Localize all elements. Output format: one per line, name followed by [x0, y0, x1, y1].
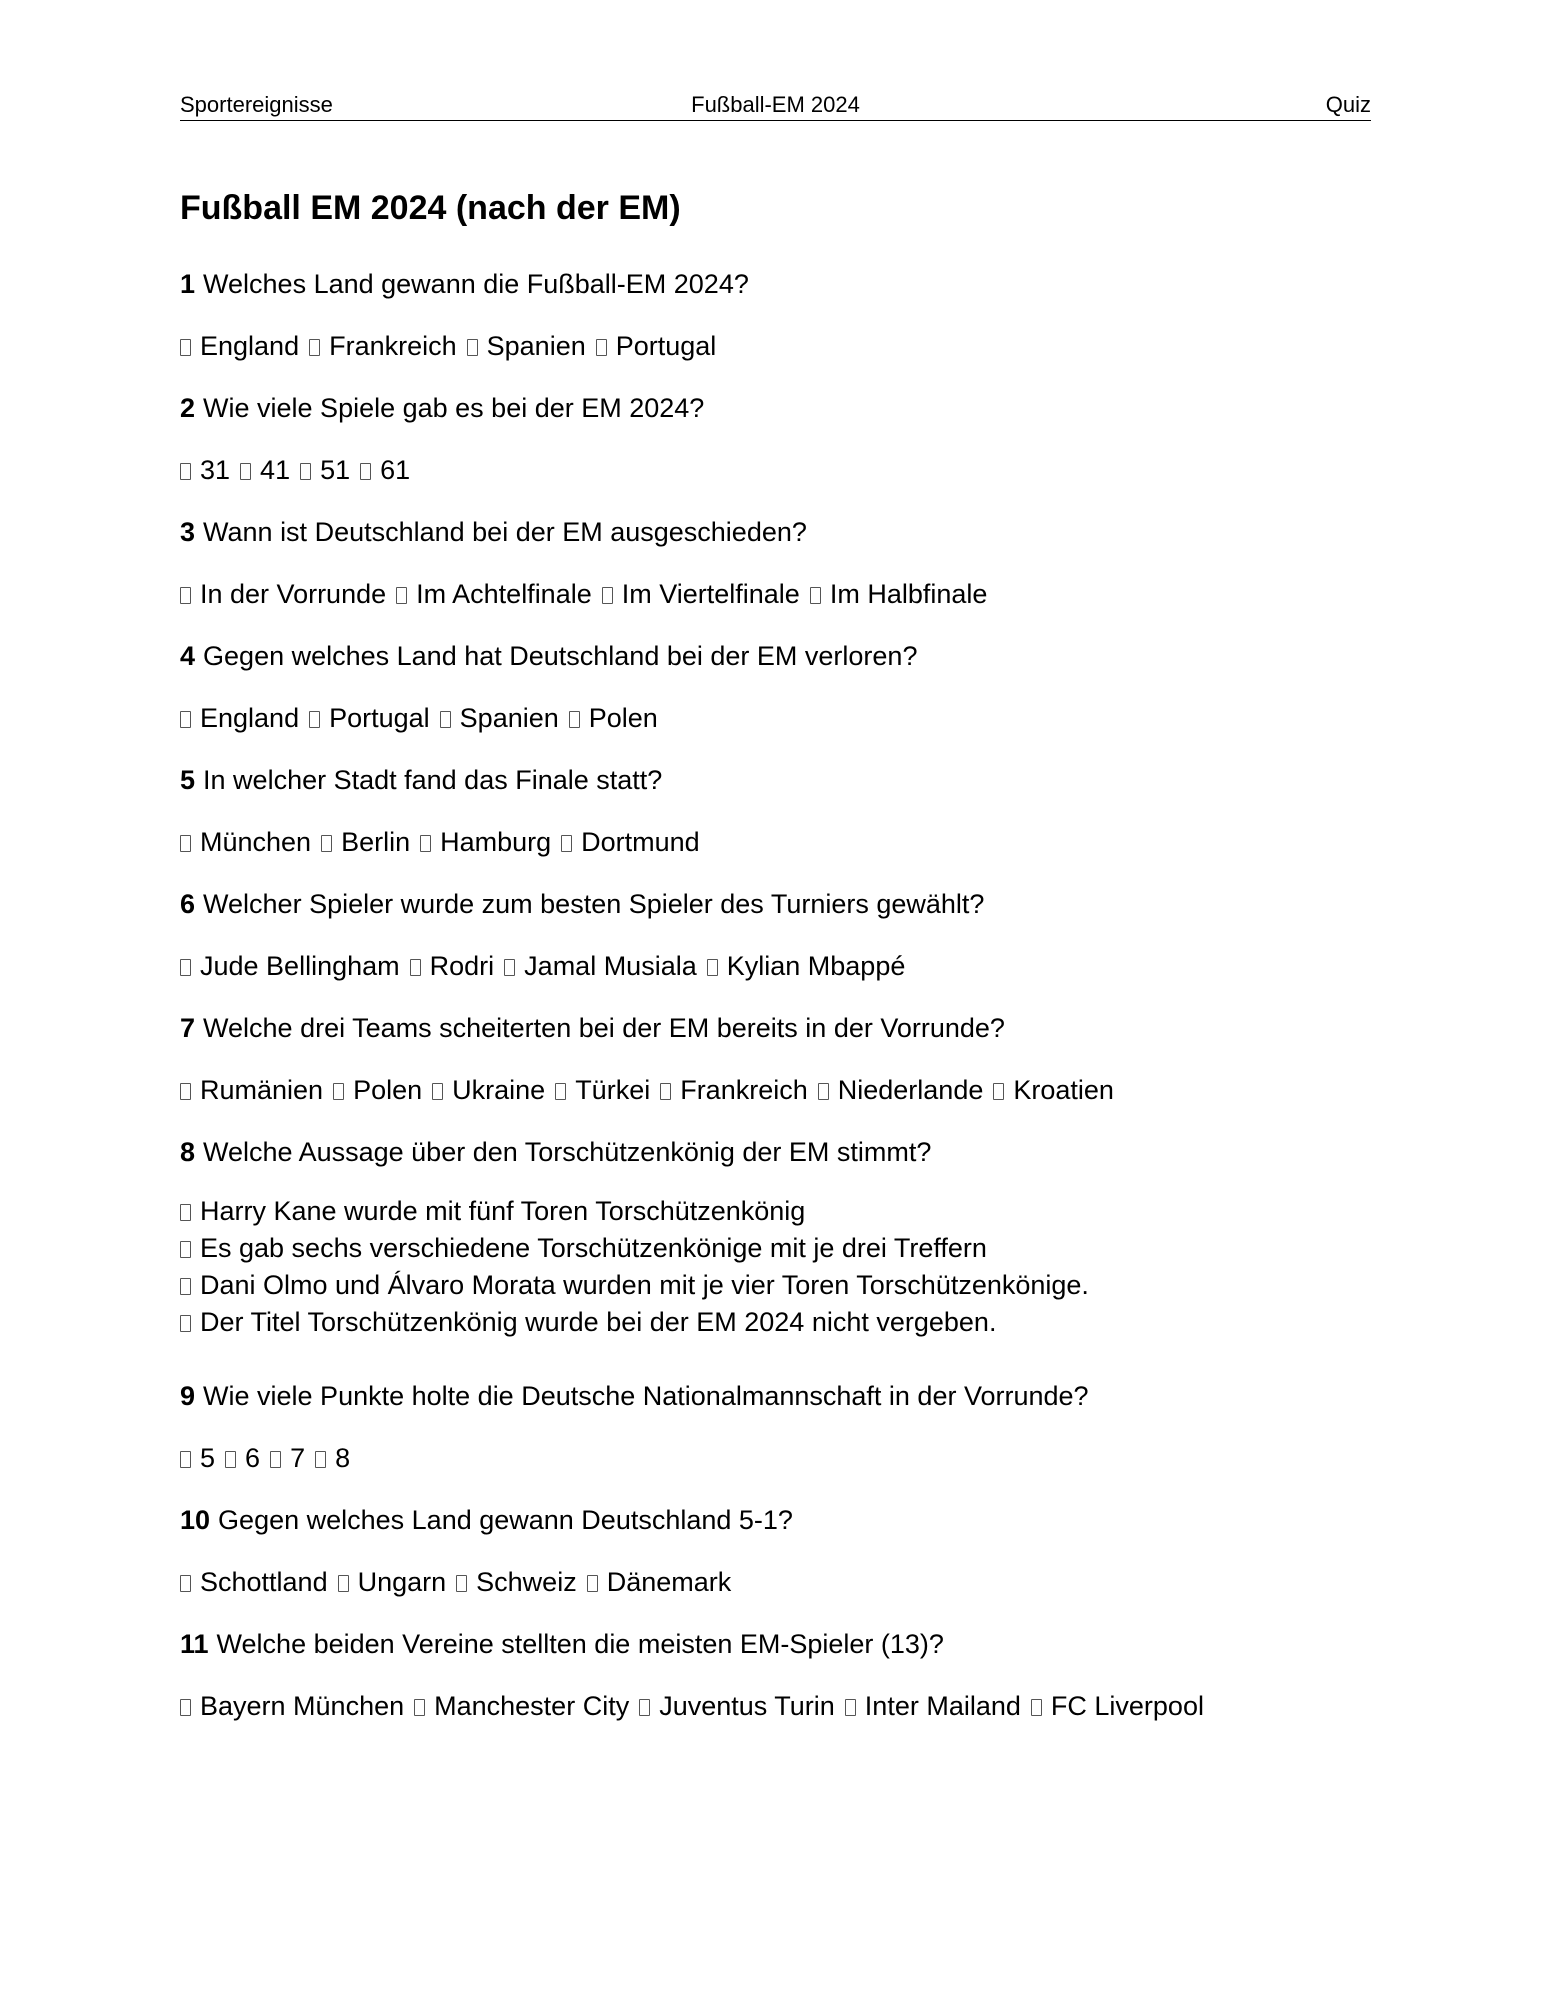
question-3	[180, 511, 1371, 553]
answer-option-label: Kylian Mbappé	[726, 951, 906, 981]
answer-options-4	[180, 697, 1371, 739]
answer-option-label: Rodri	[429, 951, 495, 981]
answer-options-8	[180, 1193, 1371, 1341]
answer-option-label: Niederlande	[837, 1075, 984, 1105]
answer-option-label: FC Liverpool	[1050, 1691, 1204, 1721]
answer-option-label: 41	[260, 455, 291, 485]
answer-option[interactable]	[309, 697, 430, 739]
answer-option-label: Im Achtelfinale	[416, 579, 592, 609]
question-text: Wann ist Deutschland bei der EM ausgeschieden?	[203, 517, 807, 547]
answer-option[interactable]	[315, 1437, 350, 1479]
checkbox-icon[interactable]	[410, 959, 421, 976]
answer-option-label: Frankreich	[329, 331, 457, 361]
checkbox-icon[interactable]	[432, 1083, 443, 1100]
answer-option-label: 7	[290, 1443, 306, 1473]
question-text: Gegen welches Land gewann Deutschland 5-1?	[218, 1505, 793, 1535]
answer-option-label: Ungarn	[357, 1567, 447, 1597]
answer-option-label: Polen	[588, 703, 658, 733]
question-7	[180, 1007, 1371, 1049]
answer-option[interactable]	[587, 1561, 732, 1603]
header-right-text: Quiz	[1325, 92, 1371, 117]
checkbox-icon[interactable]	[180, 1241, 191, 1258]
answer-options-5	[180, 821, 1371, 863]
answer-option[interactable]	[321, 821, 410, 863]
answer-option[interactable]	[993, 1069, 1114, 1111]
answer-option-label: Ukraine	[452, 1075, 546, 1105]
checkbox-icon[interactable]	[360, 463, 371, 480]
checkbox-icon[interactable]	[180, 587, 191, 604]
answer-options-9	[180, 1437, 1371, 1479]
answer-option[interactable]	[180, 1685, 404, 1727]
checkbox-icon[interactable]	[420, 835, 431, 852]
answer-option[interactable]	[414, 1685, 629, 1727]
answer-option[interactable]	[504, 945, 697, 987]
answer-options-1	[180, 325, 1371, 367]
question-text: Welche beiden Vereine stellten die meisten EM-Spieler (13)?	[216, 1629, 944, 1659]
checkbox-icon[interactable]	[333, 1083, 344, 1100]
answer-option-label: Juventus Turin	[659, 1691, 835, 1721]
answer-option[interactable]	[180, 1069, 323, 1111]
answer-option[interactable]	[596, 325, 717, 367]
answer-option-label: Inter Mailand	[864, 1691, 1021, 1721]
checkbox-icon[interactable]	[639, 1699, 650, 1716]
question-text: Wie viele Spiele gab es bei der EM 2024?	[203, 393, 705, 423]
checkbox-icon[interactable]	[309, 711, 320, 728]
answer-option-label: 8	[335, 1443, 351, 1473]
answer-option[interactable]	[180, 697, 299, 739]
question-number: 9	[180, 1381, 196, 1411]
answer-option-label: Spanien	[486, 331, 586, 361]
answer-option[interactable]	[432, 1069, 545, 1111]
answer-option[interactable]	[338, 1561, 447, 1603]
answer-option-label: Harry Kane wurde mit fünf Toren Torschützenkönig	[200, 1196, 806, 1226]
answer-option[interactable]	[569, 697, 658, 739]
checkbox-icon[interactable]	[1031, 1699, 1042, 1716]
answer-option-label: In der Vorrunde	[200, 579, 387, 609]
answer-option[interactable]	[333, 1069, 422, 1111]
checkbox-icon[interactable]	[338, 1575, 349, 1592]
answer-options-3	[180, 573, 1371, 615]
checkbox-icon[interactable]	[270, 1451, 281, 1468]
question-2	[180, 387, 1371, 429]
question-text: Welche drei Teams scheiterten bei der EM bereits in der Vorrunde?	[203, 1013, 1005, 1043]
answer-option-label: Dortmund	[581, 827, 700, 857]
answer-options-2	[180, 449, 1371, 491]
checkbox-icon[interactable]	[396, 587, 407, 604]
answer-options-10	[180, 1561, 1371, 1603]
question-5	[180, 759, 1371, 801]
answer-option[interactable]	[1031, 1685, 1204, 1727]
question-text: Welches Land gewann die Fußball-EM 2024?	[203, 269, 749, 299]
checkbox-icon[interactable]	[180, 1315, 191, 1332]
checkbox-icon[interactable]	[315, 1451, 326, 1468]
question-number: 10	[180, 1505, 211, 1535]
answer-option[interactable]	[180, 449, 230, 491]
question-number: 4	[180, 641, 196, 671]
answer-option-label: Portugal	[329, 703, 430, 733]
header-center-text: Fußball-EM 2024	[691, 92, 860, 117]
checkbox-icon[interactable]	[180, 1278, 191, 1295]
checkbox-icon[interactable]	[180, 463, 191, 480]
question-text: Welche Aussage über den Torschützenkönig der EM stimmt?	[203, 1137, 932, 1167]
checkbox-icon[interactable]	[240, 463, 251, 480]
question-number: 1	[180, 269, 196, 299]
answer-option[interactable]	[180, 821, 311, 863]
answer-option[interactable]	[180, 1230, 1361, 1267]
answer-option-label: 6	[245, 1443, 261, 1473]
answer-option-label: 31	[200, 455, 231, 485]
answer-option-label: Berlin	[341, 827, 411, 857]
answer-option-label: Frankreich	[680, 1075, 808, 1105]
question-number: 8	[180, 1137, 196, 1167]
answer-options-11	[180, 1685, 1371, 1727]
checkbox-icon[interactable]	[993, 1083, 1004, 1100]
answer-option[interactable]	[561, 821, 700, 863]
answer-option-label: Polen	[353, 1075, 423, 1105]
answer-option[interactable]	[180, 1193, 1361, 1230]
checkbox-icon[interactable]	[561, 835, 572, 852]
question-9	[180, 1375, 1371, 1417]
answer-option-label: Jamal Musiala	[524, 951, 697, 981]
answer-options-7	[180, 1069, 1371, 1111]
answer-option-label: Dani Olmo und Álvaro Morata wurden mit je vier Toren Torschützenkönige.	[200, 1270, 1089, 1300]
answer-option[interactable]	[456, 1561, 577, 1603]
checkbox-icon[interactable]	[180, 1575, 191, 1592]
answer-option[interactable]	[180, 573, 386, 615]
answer-option-label: England	[200, 703, 300, 733]
answer-option-label: Türkei	[575, 1075, 651, 1105]
question-8	[180, 1131, 1371, 1173]
answer-option[interactable]	[845, 1685, 1021, 1727]
answer-option[interactable]	[555, 1069, 650, 1111]
answer-option-label: 61	[380, 455, 411, 485]
checkbox-icon[interactable]	[180, 339, 191, 356]
checkbox-icon[interactable]	[845, 1699, 856, 1716]
quiz-title: Fußball EM 2024 (nach der EM)	[180, 189, 681, 227]
checkbox-icon[interactable]	[818, 1083, 829, 1100]
answer-option[interactable]	[639, 1685, 835, 1727]
question-11	[180, 1623, 1371, 1665]
answer-option-label: Manchester City	[434, 1691, 630, 1721]
answer-option-label: Hamburg	[440, 827, 552, 857]
question-10	[180, 1499, 1371, 1541]
question-text: Wie viele Punkte holte die Deutsche Nationalmannschaft in der Vorrunde?	[203, 1381, 1089, 1411]
question-number: 5	[180, 765, 196, 795]
answer-option-label: Es gab sechs verschiedene Torschützenkönige mit je drei Treffern	[200, 1233, 987, 1263]
answer-option-label: Der Titel Torschützenkönig wurde bei der EM 2024 nicht vergeben.	[200, 1307, 997, 1337]
checkbox-icon[interactable]	[440, 711, 451, 728]
answer-option-label: Bayern München	[200, 1691, 405, 1721]
answer-option[interactable]	[818, 1069, 984, 1111]
checkbox-icon[interactable]	[810, 587, 821, 604]
answer-option-label: Schottland	[200, 1567, 328, 1597]
checkbox-icon[interactable]	[467, 339, 478, 356]
answer-option-label: Im Halbfinale	[829, 579, 988, 609]
answer-option[interactable]	[180, 325, 299, 367]
answer-option-label: Spanien	[459, 703, 559, 733]
checkbox-icon[interactable]	[660, 1083, 671, 1100]
question-number: 2	[180, 393, 196, 423]
answer-option-label: 5	[200, 1443, 216, 1473]
checkbox-icon[interactable]	[596, 339, 607, 356]
question-list	[180, 263, 1371, 1727]
checkbox-icon[interactable]	[180, 835, 191, 852]
answer-option-label: England	[200, 331, 300, 361]
answer-option[interactable]	[360, 449, 410, 491]
answer-option[interactable]	[707, 945, 906, 987]
checkbox-icon[interactable]	[180, 959, 191, 976]
answer-option[interactable]	[309, 325, 457, 367]
answer-option-label: Jude Bellingham	[200, 951, 400, 981]
answer-option[interactable]	[180, 1561, 328, 1603]
checkbox-icon[interactable]	[707, 959, 718, 976]
checkbox-icon[interactable]	[300, 463, 311, 480]
checkbox-icon[interactable]	[180, 1083, 191, 1100]
question-text: Gegen welches Land hat Deutschland bei der EM verloren?	[203, 641, 918, 671]
checkbox-icon[interactable]	[504, 959, 515, 976]
answer-option[interactable]	[180, 1267, 1361, 1304]
answer-option[interactable]	[810, 573, 988, 615]
answer-option[interactable]	[240, 449, 290, 491]
checkbox-icon[interactable]	[180, 711, 191, 728]
question-text: Welcher Spieler wurde zum besten Spieler des Turniers gewählt?	[203, 889, 985, 919]
answer-option-label: Schweiz	[476, 1567, 577, 1597]
page-header	[180, 90, 1371, 121]
quiz-content	[180, 183, 1371, 1747]
answer-option[interactable]	[410, 945, 495, 987]
header-left-text: Sportereignisse	[180, 92, 333, 117]
question-text: In welcher Stadt fand das Finale statt?	[203, 765, 663, 795]
answer-option[interactable]	[420, 821, 551, 863]
answer-option[interactable]	[602, 573, 800, 615]
answer-option-label: Im Viertelfinale	[621, 579, 800, 609]
answer-option[interactable]	[180, 1437, 215, 1479]
answer-option[interactable]	[180, 1304, 1361, 1341]
checkbox-icon[interactable]	[309, 339, 320, 356]
checkbox-icon[interactable]	[555, 1083, 566, 1100]
answer-option[interactable]	[225, 1437, 260, 1479]
answer-option[interactable]	[467, 325, 586, 367]
answer-option[interactable]	[180, 945, 400, 987]
answer-option-label: Rumänien	[200, 1075, 324, 1105]
answer-option-label: Portugal	[615, 331, 717, 361]
answer-option-label: München	[200, 827, 312, 857]
answer-option[interactable]	[300, 449, 350, 491]
checkbox-icon[interactable]	[602, 587, 613, 604]
question-number: 3	[180, 517, 196, 547]
answer-option-label: Dänemark	[606, 1567, 732, 1597]
checkbox-icon[interactable]	[321, 835, 332, 852]
checkbox-icon[interactable]	[587, 1575, 598, 1592]
checkbox-icon[interactable]	[414, 1699, 425, 1716]
checkbox-icon[interactable]	[456, 1575, 467, 1592]
checkbox-icon[interactable]	[569, 711, 580, 728]
question-1	[180, 263, 1371, 305]
question-number: 11	[180, 1629, 209, 1659]
answer-option-label: Kroatien	[1013, 1075, 1114, 1105]
question-number: 7	[180, 1013, 196, 1043]
answer-option[interactable]	[660, 1069, 808, 1111]
question-6	[180, 883, 1371, 925]
answer-option[interactable]	[270, 1437, 305, 1479]
checkbox-icon[interactable]	[180, 1204, 191, 1221]
checkbox-icon[interactable]	[180, 1699, 191, 1716]
answer-option[interactable]	[440, 697, 559, 739]
answer-option[interactable]	[396, 573, 592, 615]
checkbox-icon[interactable]	[225, 1451, 236, 1468]
checkbox-icon[interactable]	[180, 1451, 191, 1468]
answer-option-label: 51	[320, 455, 351, 485]
question-4	[180, 635, 1371, 677]
question-number: 6	[180, 889, 196, 919]
answer-options-6	[180, 945, 1371, 987]
